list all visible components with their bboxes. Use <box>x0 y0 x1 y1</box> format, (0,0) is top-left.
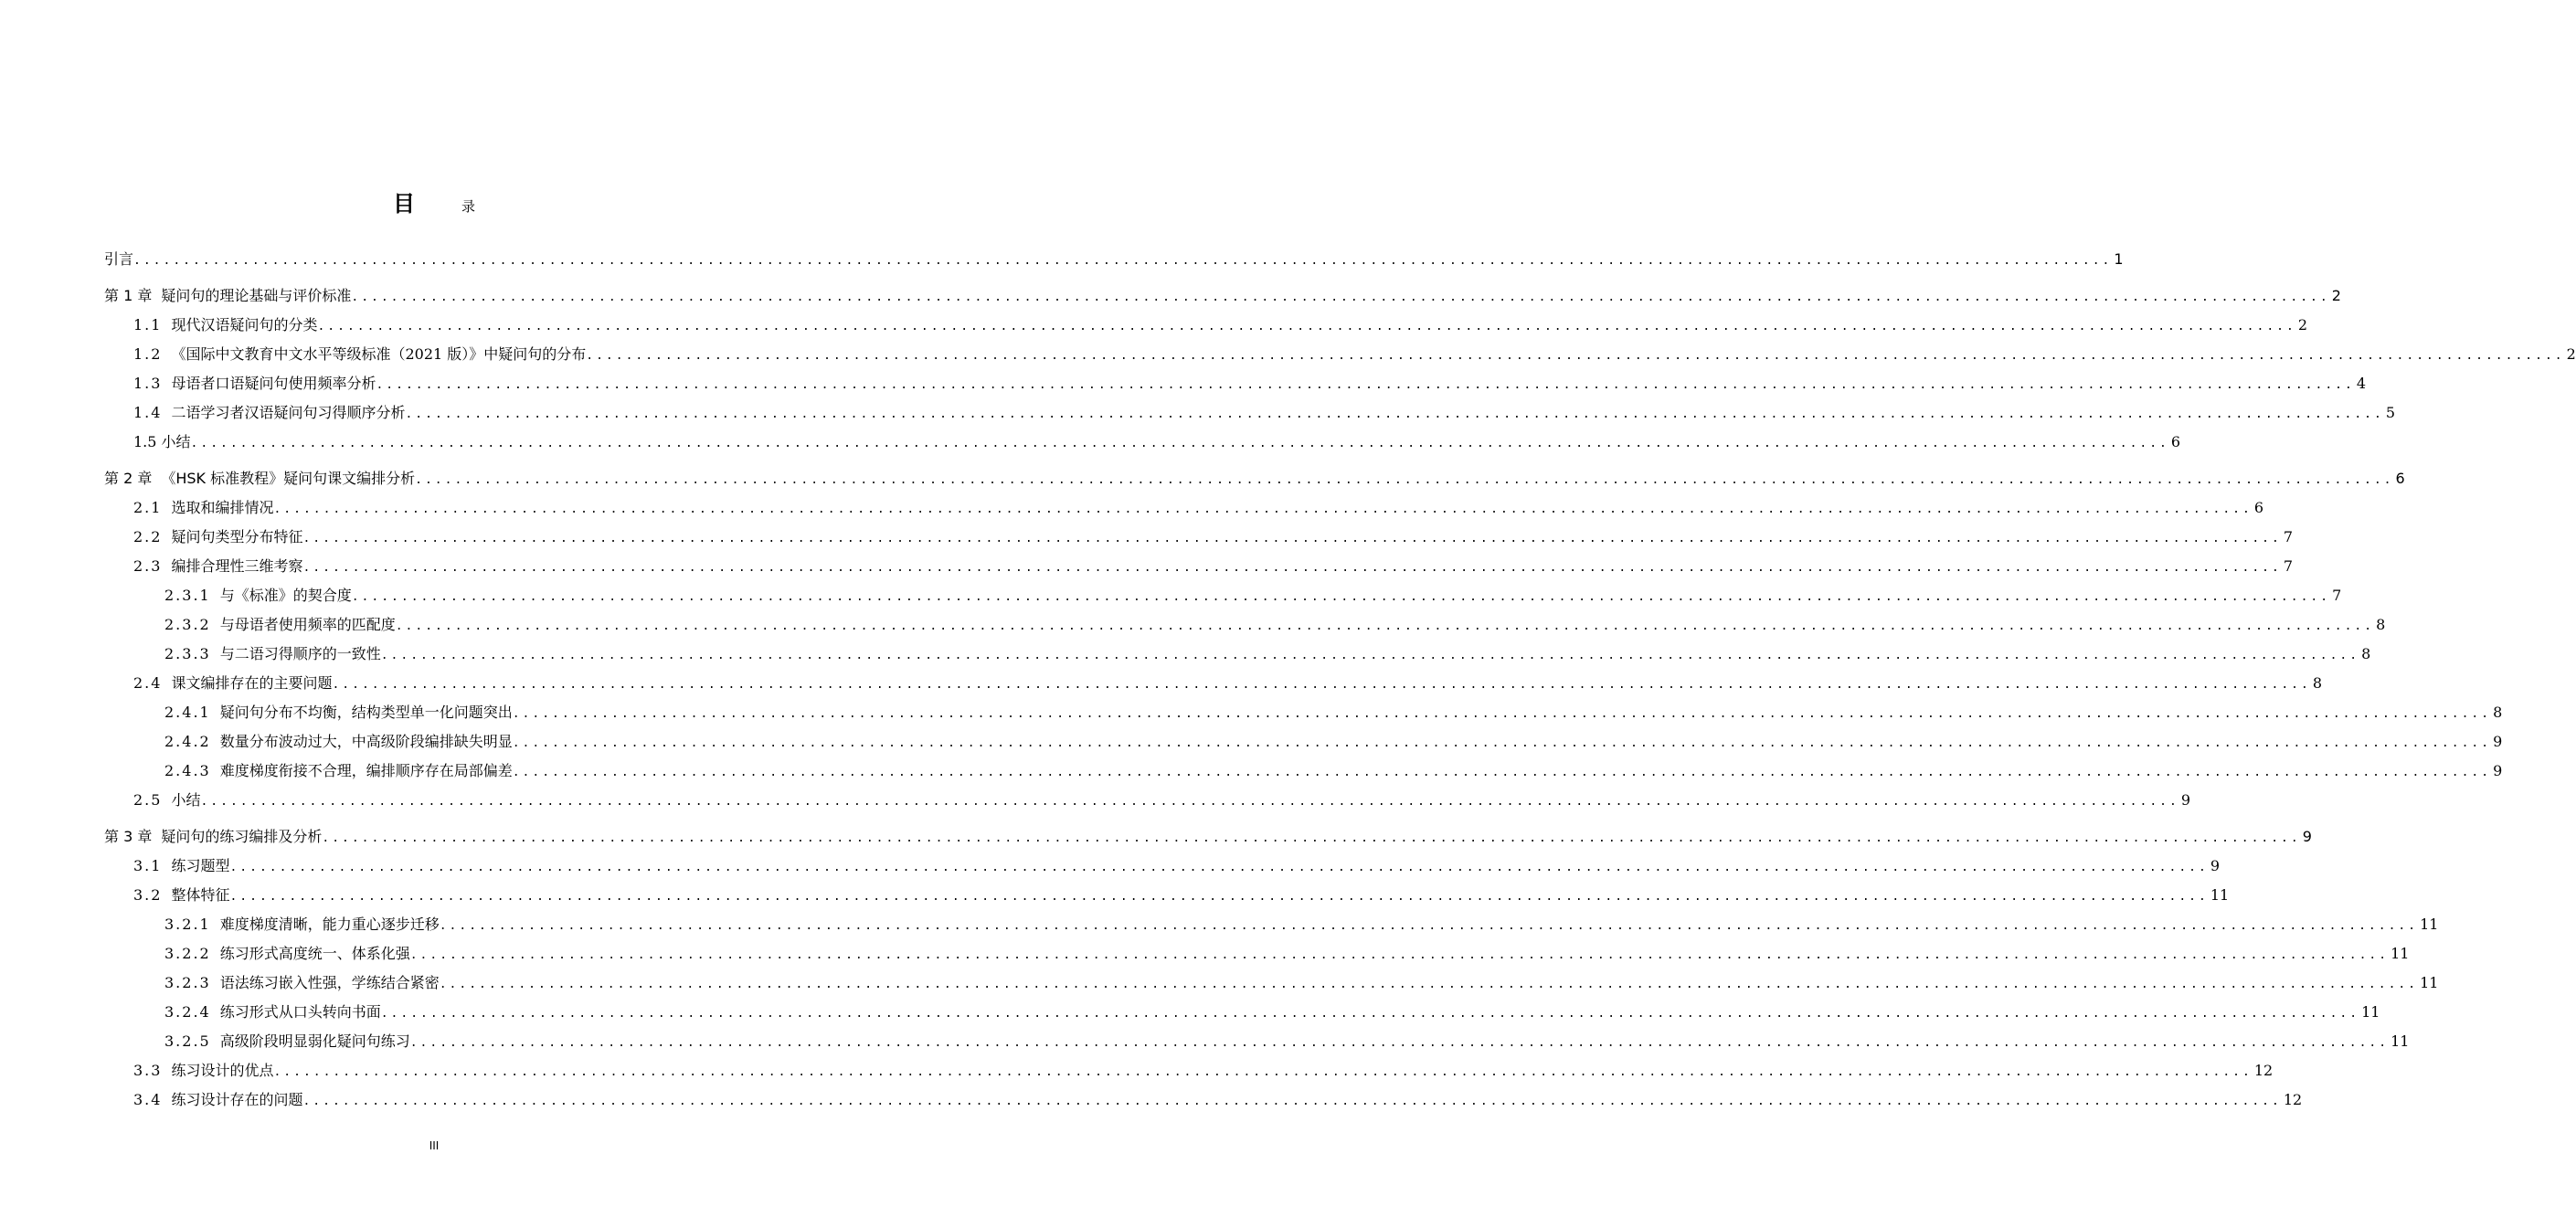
toc-entry-page: 11 <box>2420 974 2439 991</box>
toc-dot-leader: ........................................................................................................................................................................................................ <box>351 590 2331 604</box>
toc-dot-leader: ........................................................................................................................................................................................................ <box>409 948 2390 962</box>
toc-dot-leader: ........................................................................................................................................................................................................ <box>302 1095 2282 1108</box>
toc-dot-leader: ........................................................................................................................................................................................................ <box>380 649 2360 662</box>
toc-entry-label: 疑问句分布不均衡，结构类型单一化问题突出 <box>219 704 513 721</box>
toc-dot-leader: ........................................................................................................................................................................................................ <box>512 766 2492 779</box>
toc-entry[interactable] <box>133 672 2322 694</box>
toc-entry-number: 第 1 章 <box>104 287 153 304</box>
toc-entry-label: 引言 <box>104 250 134 268</box>
toc-entry-page: 11 <box>2210 886 2230 904</box>
toc-entry-label: 课文编排存在的主要问题 <box>171 674 333 692</box>
toc-dot-leader: ........................................................................................................................................................................................................ <box>512 707 2492 721</box>
toc-entry-page: 6 <box>2395 470 2405 487</box>
toc-dot-leader: ........................................................................................................................................................................................................ <box>395 619 2375 633</box>
toc-entry-page: 5 <box>2385 404 2395 421</box>
toc-entry[interactable] <box>133 789 2190 811</box>
toc-entry[interactable] <box>133 855 2220 877</box>
page-number: III <box>429 1139 440 1152</box>
toc-entry-number: 3.2 <box>133 886 163 904</box>
toc-entry-page: 9 <box>2493 762 2503 779</box>
toc-entry-number: 3.2.2 <box>164 945 211 962</box>
toc-entry-label: 高级阶段明显弱化疑问句练习 <box>219 1032 410 1050</box>
toc-entry-number: 2.2 <box>133 528 163 545</box>
toc-entry-label: 与二语习得顺序的一致性 <box>219 645 381 662</box>
toc-entry-page: 2 <box>2566 345 2576 363</box>
toc-entry-label: 《国际中文教育中文水平等级标准（2021 版）》中疑问句的分布 <box>171 345 587 363</box>
toc-entry-label: 小结 <box>171 791 201 809</box>
toc-entry[interactable] <box>164 731 2503 753</box>
toc-dot-leader: ........................................................................................................................................................................................................ <box>229 861 2209 874</box>
toc-entry-label: 练习题型 <box>171 857 230 874</box>
toc-entry[interactable] <box>133 344 2576 365</box>
toc-entry[interactable] <box>104 285 2341 307</box>
toc-entry-label: 与母语者使用频率的匹配度 <box>219 616 396 633</box>
toc-entry-number: 2.5 <box>133 791 163 809</box>
toc-entry-number: 2.4.3 <box>164 762 211 779</box>
toc-entry-label: 疑问句的练习编排及分析 <box>161 828 323 845</box>
toc-title-main: 目 <box>392 191 415 217</box>
toc-entry-number: 1.2 <box>133 345 163 363</box>
toc-entry-page: 11 <box>2390 1032 2410 1050</box>
toc-entry[interactable] <box>164 972 2439 994</box>
toc-entry[interactable] <box>164 1031 2410 1053</box>
toc-entry-label: 疑问句类型分布特征 <box>171 528 303 545</box>
toc-entry-label: 整体特征 <box>171 886 230 904</box>
toc-entry-label: 练习设计存在的问题 <box>171 1091 303 1108</box>
toc-entry-page: 11 <box>2390 945 2410 962</box>
toc-entry-page: 2 <box>2331 287 2341 304</box>
toc-entry-label: 练习形式从口头转向书面 <box>219 1003 381 1021</box>
toc-entry-page: 9 <box>2210 857 2220 874</box>
toc-entry-label: 1.5 小结 <box>133 433 191 450</box>
toc-entry-label: 难度梯度清晰，能力重心逐步迁移 <box>219 916 440 933</box>
toc-dot-leader: ........................................................................................................................................................................................................ <box>302 561 2282 575</box>
toc-dot-leader: ........................................................................................................................................................................................................ <box>376 378 2355 392</box>
toc-entry-label: 编排合理性三维考察 <box>171 557 303 575</box>
toc-dot-leader: ........................................................................................................................................................................................................ <box>273 503 2253 516</box>
toc-entry-page: 9 <box>2302 828 2312 845</box>
toc-entry-number: 3.3 <box>133 1062 163 1079</box>
toc-entry[interactable] <box>133 1060 2274 1082</box>
toc-dot-leader: ........................................................................................................................................................................................................ <box>317 320 2296 333</box>
toc-entry-page: 9 <box>2493 733 2503 750</box>
toc-entry-page: 7 <box>2283 528 2293 545</box>
toc-entry[interactable] <box>133 402 2395 424</box>
toc-entry-label: 语法练习嵌入性强，学练结合紧密 <box>219 974 440 991</box>
toc-entry-label: 母语者口语疑问句使用频率分析 <box>171 375 376 392</box>
toc-entry-page: 12 <box>2253 1062 2274 1079</box>
toc-entry[interactable] <box>164 643 2371 665</box>
toc-entry-page: 8 <box>2376 616 2386 633</box>
toc-entry-number: 2.3.3 <box>164 645 211 662</box>
toc-entry-number: 第 3 章 <box>104 828 153 845</box>
toc-entry-page: 1 <box>2114 250 2124 268</box>
toc-dot-leader: ........................................................................................................................................................................................................ <box>512 736 2492 750</box>
toc-entry[interactable] <box>133 1089 2303 1111</box>
toc-entry-number: 3.2.3 <box>164 974 211 991</box>
toc-dot-leader: ........................................................................................................................................................................................................ <box>409 1036 2390 1050</box>
toc-entry[interactable] <box>133 314 2307 336</box>
toc-entry-label: 练习形式高度统一、体系化强 <box>219 945 410 962</box>
toc-dot-leader: ........................................................................................................................................................................................................ <box>273 1065 2253 1079</box>
toc-entry-page: 11 <box>2420 916 2439 933</box>
toc-entry-number: 1.3 <box>133 375 163 392</box>
toc-entry-number: 3.2.5 <box>164 1032 211 1050</box>
toc-dot-leader: ........................................................................................................................................................................................................ <box>190 437 2169 450</box>
toc-entry[interactable] <box>164 702 2503 724</box>
toc-entry-number: 2.4.1 <box>164 704 211 721</box>
toc-dot-leader: ........................................................................................................................................................................................................ <box>439 919 2419 933</box>
toc-dot-leader: ........................................................................................................................................................................................................ <box>229 890 2209 904</box>
toc-entry-number: 1.1 <box>133 316 163 333</box>
toc-entry-number: 2.1 <box>133 499 163 516</box>
toc-dot-leader: ........................................................................................................................................................................................................ <box>200 795 2179 809</box>
toc-entry[interactable] <box>164 1001 2380 1023</box>
toc-entry-page: 9 <box>2180 791 2190 809</box>
toc-entry-label: 练习设计的优点 <box>171 1062 274 1079</box>
toc-entry-label: 数量分布波动过大，中高级阶段编排缺失明显 <box>219 733 513 750</box>
toc-entry-number: 第 2 章 <box>104 470 153 487</box>
toc-dot-leader: ........................................................................................................................................................................................................ <box>439 978 2419 991</box>
toc-entry-label: 现代汉语疑问句的分类 <box>171 316 318 333</box>
toc-entry[interactable] <box>164 760 2503 782</box>
toc-title <box>0 185 868 217</box>
toc-entry[interactable] <box>164 914 2439 936</box>
toc-entry[interactable] <box>104 249 2124 270</box>
toc-entry-label: 难度梯度衔接不合理，编排顺序存在局部偏差 <box>219 762 513 779</box>
toc-entry[interactable] <box>164 585 2342 607</box>
toc-entry-number: 2.3.1 <box>164 587 211 604</box>
toc-entry-label: 疑问句的理论基础与评价标准 <box>161 287 352 304</box>
toc-entry[interactable] <box>133 556 2293 577</box>
toc-dot-leader: ........................................................................................................................................................................................................ <box>586 349 2565 363</box>
toc-dot-leader: ........................................................................................................................................................................................................ <box>332 678 2311 692</box>
toc-entry-label: 二语学习者汉语疑问句习得顺序分析 <box>171 404 406 421</box>
toc-entry[interactable] <box>133 526 2293 548</box>
toc-entry-page: 7 <box>2283 557 2293 575</box>
toc-dot-leader: ........................................................................................................................................................................................................ <box>380 1007 2360 1021</box>
toc-dot-leader: ........................................................................................................................................................................................................ <box>415 473 2394 487</box>
toc-dot-leader: ........................................................................................................................................................................................................ <box>405 408 2384 421</box>
toc-entry-number: 3.1 <box>133 857 163 874</box>
toc-entry[interactable] <box>164 614 2386 636</box>
toc-entry-label: 与《标准》的契合度 <box>219 587 352 604</box>
toc-entry[interactable] <box>133 431 2181 453</box>
toc-entry-page: 6 <box>2170 433 2181 450</box>
toc-entry[interactable] <box>133 373 2366 395</box>
toc-entry-page: 7 <box>2332 587 2342 604</box>
toc-entry-page: 8 <box>2493 704 2503 721</box>
toc-dot-leader: ........................................................................................................................................................................................................ <box>133 254 2113 268</box>
toc-title-second: 录 <box>461 198 476 215</box>
toc-entry-number: 1.4 <box>133 404 163 421</box>
toc-entry[interactable] <box>133 497 2263 519</box>
toc-entry[interactable] <box>164 943 2410 965</box>
toc-entry-number: 2.4.2 <box>164 733 211 750</box>
toc-entry-page: 4 <box>2356 375 2366 392</box>
toc-entry-label: 选取和编排情况 <box>171 499 274 516</box>
toc-entry-page: 11 <box>2361 1003 2380 1021</box>
toc-entry-number: 2.3 <box>133 557 163 575</box>
toc-entry-page: 2 <box>2297 316 2307 333</box>
toc-entry-page: 12 <box>2283 1091 2303 1108</box>
toc-entry-page: 8 <box>2361 645 2371 662</box>
toc-entry-page: 6 <box>2253 499 2263 516</box>
toc-entry-number: 2.3.2 <box>164 616 211 633</box>
toc-entry-number: 3.4 <box>133 1091 163 1108</box>
toc-dot-leader: ........................................................................................................................................................................................................ <box>322 831 2301 845</box>
toc-entry[interactable] <box>104 468 2405 490</box>
toc-entry[interactable] <box>104 826 2312 848</box>
toc-entry-label: 《HSK 标准教程》疑问句课文编排分析 <box>161 470 416 487</box>
toc-entry[interactable] <box>133 884 2230 906</box>
toc-entry-number: 3.2.4 <box>164 1003 211 1021</box>
toc-entry-number: 3.2.1 <box>164 916 211 933</box>
toc-dot-leader: ........................................................................................................................................................................................................ <box>351 291 2330 304</box>
toc-dot-leader: ........................................................................................................................................................................................................ <box>302 532 2282 545</box>
toc-entry-page: 8 <box>2312 674 2322 692</box>
toc-entry-number: 2.4 <box>133 674 163 692</box>
